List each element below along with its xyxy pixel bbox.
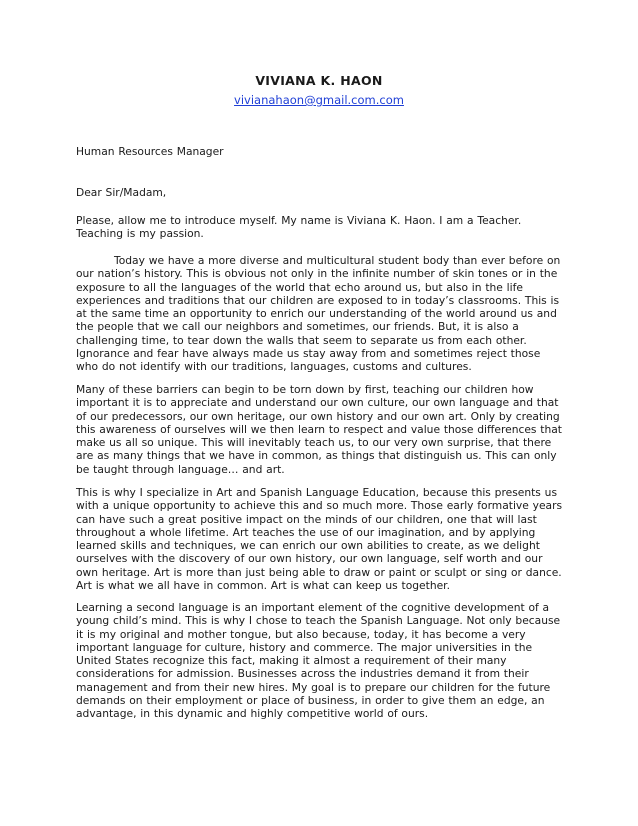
paragraph-text: Today we have a more diverse and multicultural student body than ever before on our nation’s history. This is obvious not only in the infinite number of skin tones or in the exposure to all the languages of the world that echo around us, but also in the life experiences and traditions that our children are exposed to in today’s classrooms. This is at the same time an opportunity to enrich our understanding of the world around us and the people that we call our neighbors and sometimes, our friends. But, it is also a challenging time, to tear down the walls that seem to separate us from each other. Ignorance and fear have always made us stay away from and sometimes reject those who do not identify with our traditions, languages, customs and cultures. bbox=[76, 254, 561, 374]
recipient-title: Human Resources Manager bbox=[76, 145, 224, 158]
body-paragraph-2 bbox=[76, 383, 564, 476]
sender-email-link[interactable]: vivianahaon@gmail.com.com bbox=[234, 93, 404, 107]
paragraph-text: This is why I specialize in Art and Spanish Language Education, because this presents us with a unique opportunity to achieve this and so much more. Those early formative years can have such a great positive impact on the minds of our children, one that will last throughout a whole lifetime. Art teaches the use of our imagination, and by applying learned skills and techniques, we can enrich our own abilities to create, as we delight ourselves with the discovery of our own history, our own language, self worth and our own heritage. Art is more than just being able to draw or paint or sculpt or sing or dance. Art is what we all have in common. Art is what can keep us together. bbox=[76, 486, 563, 593]
sender-name: VIVIANA K. HAON bbox=[255, 73, 383, 88]
intro-paragraph bbox=[76, 214, 564, 241]
body-paragraph-1 bbox=[76, 254, 564, 374]
letter-header bbox=[0, 73, 638, 108]
intro-text: Please, allow me to introduce myself. My name is Viviana K. Haon. I am a Teacher. Teaching is my passion. bbox=[76, 214, 522, 241]
salutation-line bbox=[76, 186, 564, 199]
salutation-text: Dear Sir/Madam, bbox=[76, 186, 167, 199]
recipient-line bbox=[76, 145, 564, 158]
paragraph-text: Many of these barriers can begin to be torn down by first, teaching our children how important it is to appreciate and understand our own culture, our own language and that of our predecessors, our own heritage, our own history and our own art. Only by creating this awareness of ourselves will we then learn to respect and value those differences that make us all so unique. This will inevitably teach us, to our very own surprise, that there are as many things that we have in common, as things that distinguish us. This can only be taught through language… and art. bbox=[76, 383, 562, 476]
paragraph-text: Learning a second language is an important element of the cognitive development of a young child’s mind. This is why I chose to teach the Spanish Language. Not only because it is my original and mother tongue, but also because, today, it has become a very important language for culture, history and commerce. The major universities in the United States recognize this fact, making it almost a requirement of their many considerations for admission. Businesses across the industries demand it from their management and from their new hires. My goal is to prepare our children for the future demands on their employment or place of business, in order to give them an edge, an advantage, in this dynamic and highly competitive world of ours. bbox=[76, 601, 561, 721]
body-paragraph-4 bbox=[76, 601, 564, 721]
body-paragraph-3 bbox=[76, 486, 564, 592]
